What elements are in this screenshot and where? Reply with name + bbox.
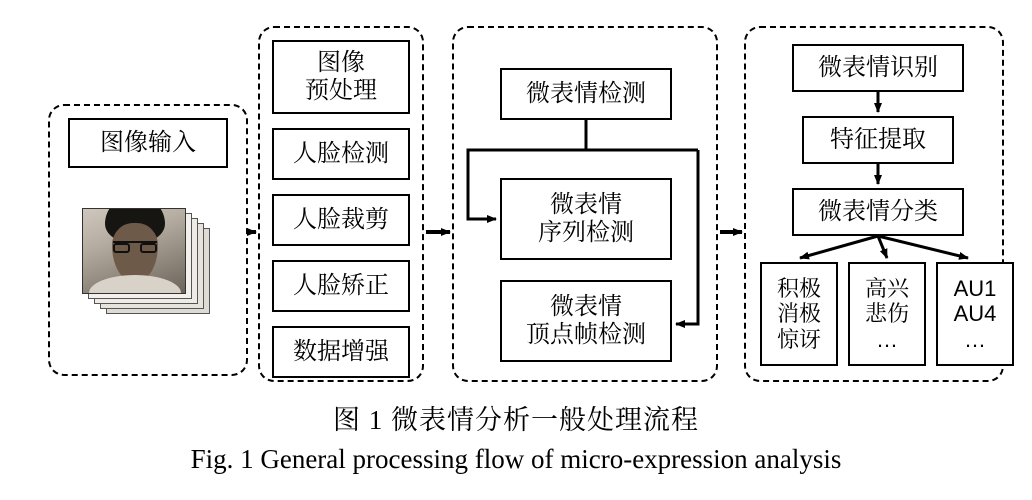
box-output-au: AU1 AU4 …	[936, 262, 1014, 366]
box-image-preprocess: 图像 预处理	[272, 40, 410, 114]
box-image-input-label: 图像输入	[100, 129, 196, 157]
box-face-crop: 人脸裁剪	[272, 194, 410, 246]
image-sequence-stack	[82, 208, 212, 318]
caption-english: Fig. 1 General processing flow of micro-expression analysis	[190, 444, 842, 474]
box-micro-expression-detection: 微表情检测	[500, 68, 672, 120]
box-face-alignment: 人脸矫正	[272, 260, 410, 312]
caption-chinese: 图 1 微表情分析一般处理流程	[333, 405, 699, 435]
box-micro-expression-recognition: 微表情识别	[792, 44, 964, 92]
box-apex-frame-detection: 微表情 顶点帧检测	[500, 280, 672, 362]
box-image-input	[68, 118, 228, 168]
box-micro-expression-classification: 微表情分类	[792, 188, 964, 236]
box-output-valence: 积极 消极 惊讶	[760, 262, 838, 366]
box-sequence-detection: 微表情 序列检测	[500, 178, 672, 260]
face-photo	[82, 208, 186, 294]
box-output-emotion: 高兴 悲伤 …	[848, 262, 926, 366]
box-feature-extraction: 特征提取	[802, 116, 954, 164]
box-face-detection: 人脸检测	[272, 128, 410, 180]
box-data-augmentation: 数据增强	[272, 326, 410, 378]
